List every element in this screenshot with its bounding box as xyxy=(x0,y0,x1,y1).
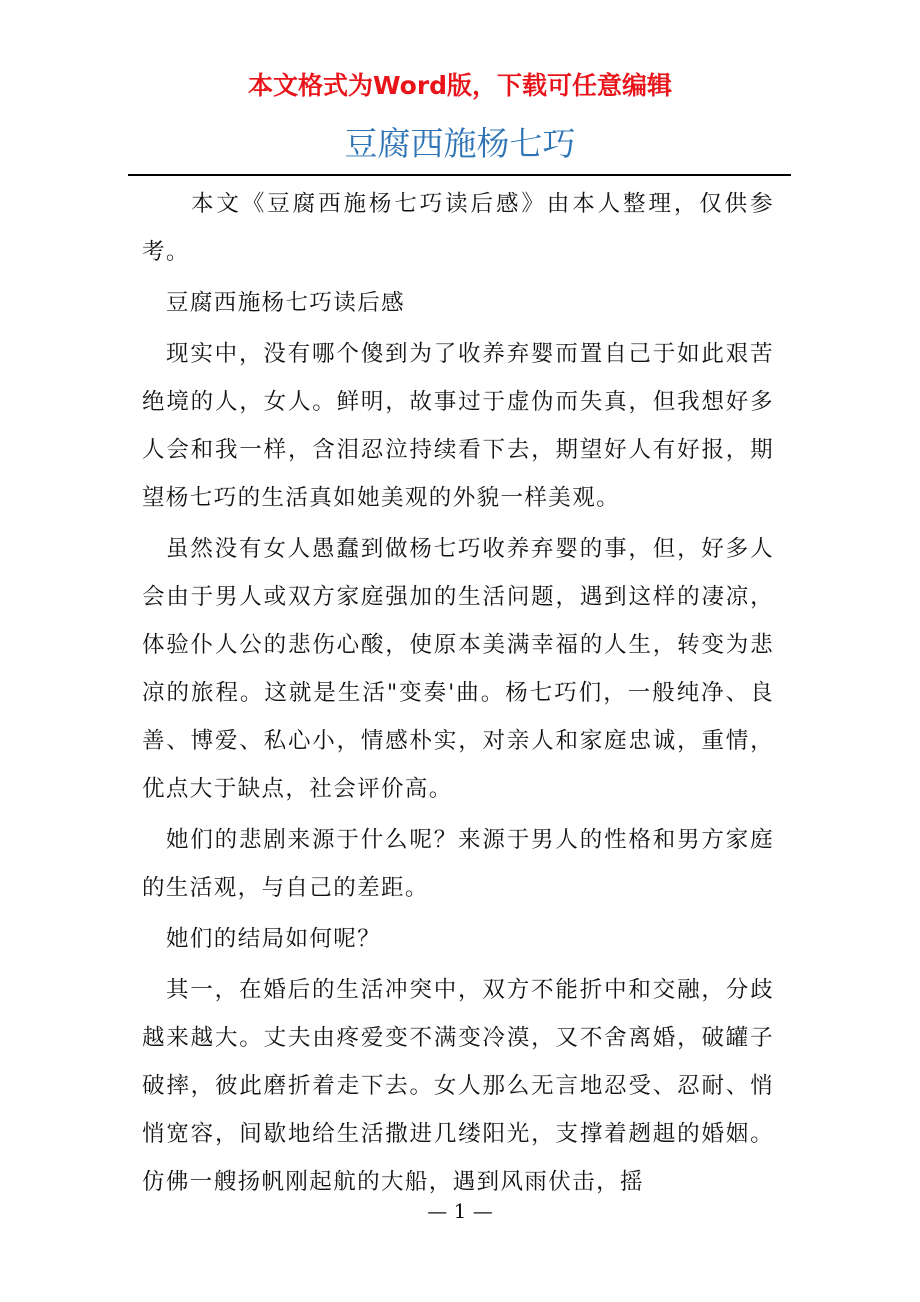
body-paragraph: 她们的悲剧来源于什么呢？来源于男人的性格和男方家庭的生活观，与自己的差距。 xyxy=(142,827,774,901)
body-paragraph: 她们的结局如何呢？ xyxy=(166,926,382,952)
page-number: — 1 — xyxy=(427,1199,493,1223)
body-paragraph: 其一，在婚后的生活冲突中，双方不能折中和交融，分歧越来越大。丈夫由疼爱变不满变冷漠，又不舍离婚，破罐子破摔，彼此磨折着走下去。女人那么无言地忍受、忍耐、悄悄宽容，间歇地给生活撒进几缕阳光，支撑着趔趄的婚姻。仿佛一艘扬帆刚起航的大船，遇到风雨伏击，摇 xyxy=(142,977,774,1195)
intro-paragraph: 本文《豆腐西施杨七巧读后感》由本人整理，仅供参考。 xyxy=(142,191,774,265)
format-banner: 本文格式为Word版，下载可任意编辑 xyxy=(247,71,673,100)
subtitle-paragraph: 豆腐西施杨七巧读后感 xyxy=(166,290,406,316)
page-title: 豆腐西施杨七巧 xyxy=(344,124,576,163)
body-paragraph: 虽然没有女人愚蠢到做杨七巧收养弃婴的事，但，好多人会由于男人或双方家庭强加的生活问题，遇到这样的凄凉，体验仆人公的悲伤心酸，使原本美满幸福的人生，转变为悲凉的旅程。这就是生活"变奏'曲。杨七巧们，一般纯净、良善、博爱、私心小，情感朴实，对亲人和家庭忠诚，重情，优点大于缺点，社会评价高。 xyxy=(142,536,774,802)
body-paragraph: 现实中，没有哪个傻到为了收养弃婴而置自己于如此艰苦绝境的人，女人。鲜明，故事过于虚伪而失真，但我想好多人会和我一样，含泪忍泣持续看下去，期望好人有好报，期望杨七巧的生活真如她美观的外貌一样美观。 xyxy=(142,341,774,511)
title-divider xyxy=(128,174,791,176)
document-body xyxy=(142,180,774,1209)
